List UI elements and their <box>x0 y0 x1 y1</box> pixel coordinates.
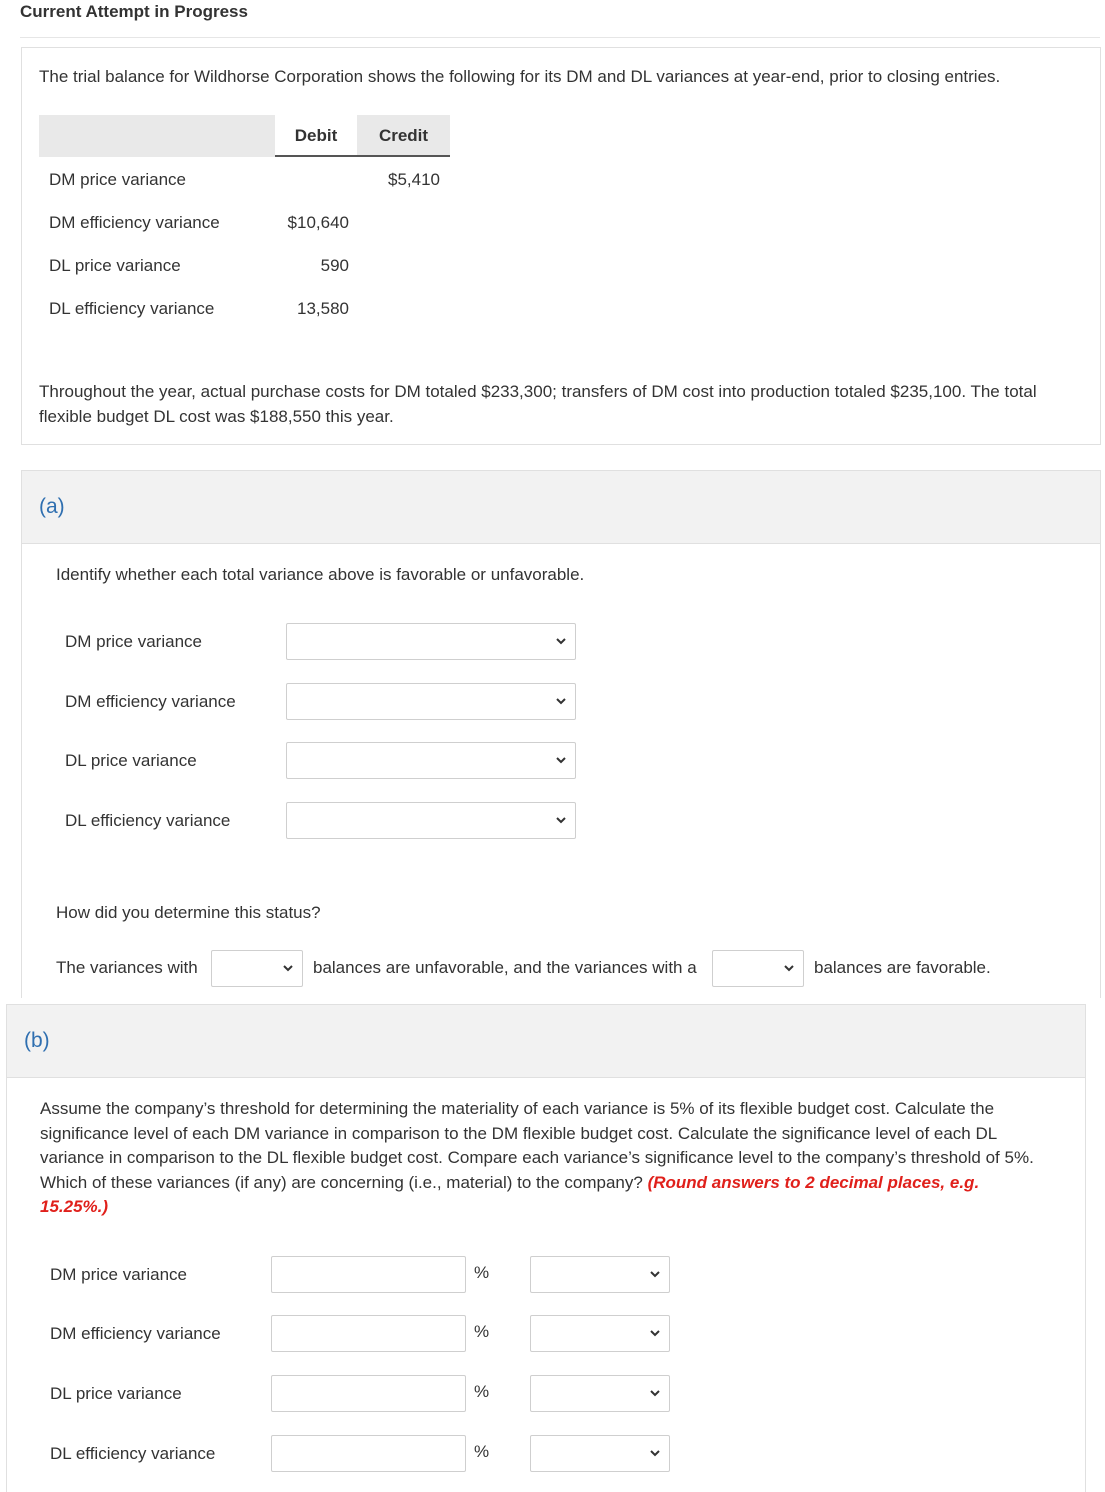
dm-price-status-select[interactable] <box>286 623 576 660</box>
problem-statement <box>21 47 1101 445</box>
problem-description: Throughout the year, actual purchase costs for DM totaled $233,300; transfers of DM cost into production totaled $235,100. The total flexible budget DL cost was $188,550 this year. <box>39 382 1037 426</box>
table-row <box>39 244 432 287</box>
rounding-hint: (Round answers to 2 decimal places, e.g. 15.25%.) <box>40 1172 980 1216</box>
chevron-down-icon <box>555 694 567 708</box>
chevron-down-icon <box>649 1326 661 1340</box>
dm-efficiency-material-select[interactable] <box>530 1315 670 1352</box>
chevron-down-icon <box>649 1446 661 1460</box>
part-a-question: How did you determine this status? <box>56 903 321 922</box>
chevron-down-icon <box>555 753 567 767</box>
credit-value: $5,410 <box>388 170 440 189</box>
row-label: DL price variance <box>65 751 197 770</box>
row-label: DL efficiency variance <box>50 1444 216 1463</box>
percent-sign: % <box>474 1263 490 1282</box>
dl-price-status-select[interactable] <box>286 742 576 779</box>
dm-efficiency-significance-input[interactable] <box>271 1315 466 1352</box>
dl-efficiency-material-select[interactable] <box>530 1435 670 1472</box>
chevron-down-icon <box>282 961 294 975</box>
row-label: DL efficiency variance <box>49 299 215 318</box>
part-b-instruction-text: Assume the company’s threshold for determining the materiality of each variance is 5% of its flexible budget cost. Calculate the significance level of each DM variance in comparison to the DM flexible budget cost. Calculate the significance level of each DL variance in comparison to the DL flexible budget cost. Compare each variance’s significance level to the company’s threshold of 5%. Which of these variances (if any) are concerning (i.e., material) to the company? <box>40 1099 1034 1192</box>
row-label: DL efficiency variance <box>65 811 231 830</box>
sentence-part3: balances are favorable. <box>814 958 991 977</box>
header-divider <box>20 37 1100 38</box>
chevron-down-icon <box>649 1386 661 1400</box>
part-a-section <box>21 470 1101 998</box>
table-row <box>39 201 432 244</box>
debit-header: Debit <box>275 115 357 157</box>
debit-value: $10,640 <box>287 213 349 232</box>
row-label: DM price variance <box>49 170 186 189</box>
part-a-instruction: Identify whether each total variance above is favorable or unfavorable. <box>56 565 585 584</box>
credit-header: Credit <box>357 115 450 157</box>
dm-price-material-select[interactable] <box>530 1256 670 1293</box>
dl-price-significance-input[interactable] <box>271 1375 466 1412</box>
page-title: Current Attempt in Progress <box>20 2 248 21</box>
debit-value: 590 <box>320 256 349 275</box>
percent-sign: % <box>474 1322 490 1341</box>
part-b-letter: (b) <box>24 1029 50 1052</box>
dl-price-material-select[interactable] <box>530 1375 670 1412</box>
row-label: DM efficiency variance <box>50 1324 221 1343</box>
problem-intro: The trial balance for Wildhorse Corporation shows the following for its DM and DL variances at year-end, prior to closing entries. <box>39 67 1001 86</box>
favorable-balance-select[interactable] <box>712 950 804 987</box>
percent-sign: % <box>474 1382 490 1401</box>
chevron-down-icon <box>555 634 567 648</box>
row-label: DM efficiency variance <box>49 213 220 232</box>
trial-balance-header <box>39 115 432 157</box>
sentence-part2: balances are unfavorable, and the variances with a <box>313 958 697 977</box>
table-row <box>39 158 440 201</box>
part-b-instruction <box>40 1097 1040 1220</box>
dm-efficiency-status-select[interactable] <box>286 683 576 720</box>
row-label: DL price variance <box>50 1384 182 1403</box>
dl-efficiency-significance-input[interactable] <box>271 1435 466 1472</box>
part-a-header <box>22 471 1100 544</box>
debit-value: 13,580 <box>297 299 349 318</box>
percent-sign: % <box>474 1442 490 1461</box>
part-b-header <box>7 1005 1085 1078</box>
dl-efficiency-status-select[interactable] <box>286 802 576 839</box>
chevron-down-icon <box>555 813 567 827</box>
row-label: DL price variance <box>49 256 181 275</box>
part-a-letter: (a) <box>39 495 65 518</box>
dm-price-significance-input[interactable] <box>271 1256 466 1293</box>
row-label: DM efficiency variance <box>65 692 236 711</box>
sentence-part1: The variances with <box>56 958 198 977</box>
unfavorable-balance-select[interactable] <box>211 950 303 987</box>
row-label: DM price variance <box>50 1265 187 1284</box>
row-label: DM price variance <box>65 632 202 651</box>
chevron-down-icon <box>783 961 795 975</box>
table-row <box>39 287 432 330</box>
part-b-section <box>6 1004 1086 1492</box>
chevron-down-icon <box>649 1267 661 1281</box>
